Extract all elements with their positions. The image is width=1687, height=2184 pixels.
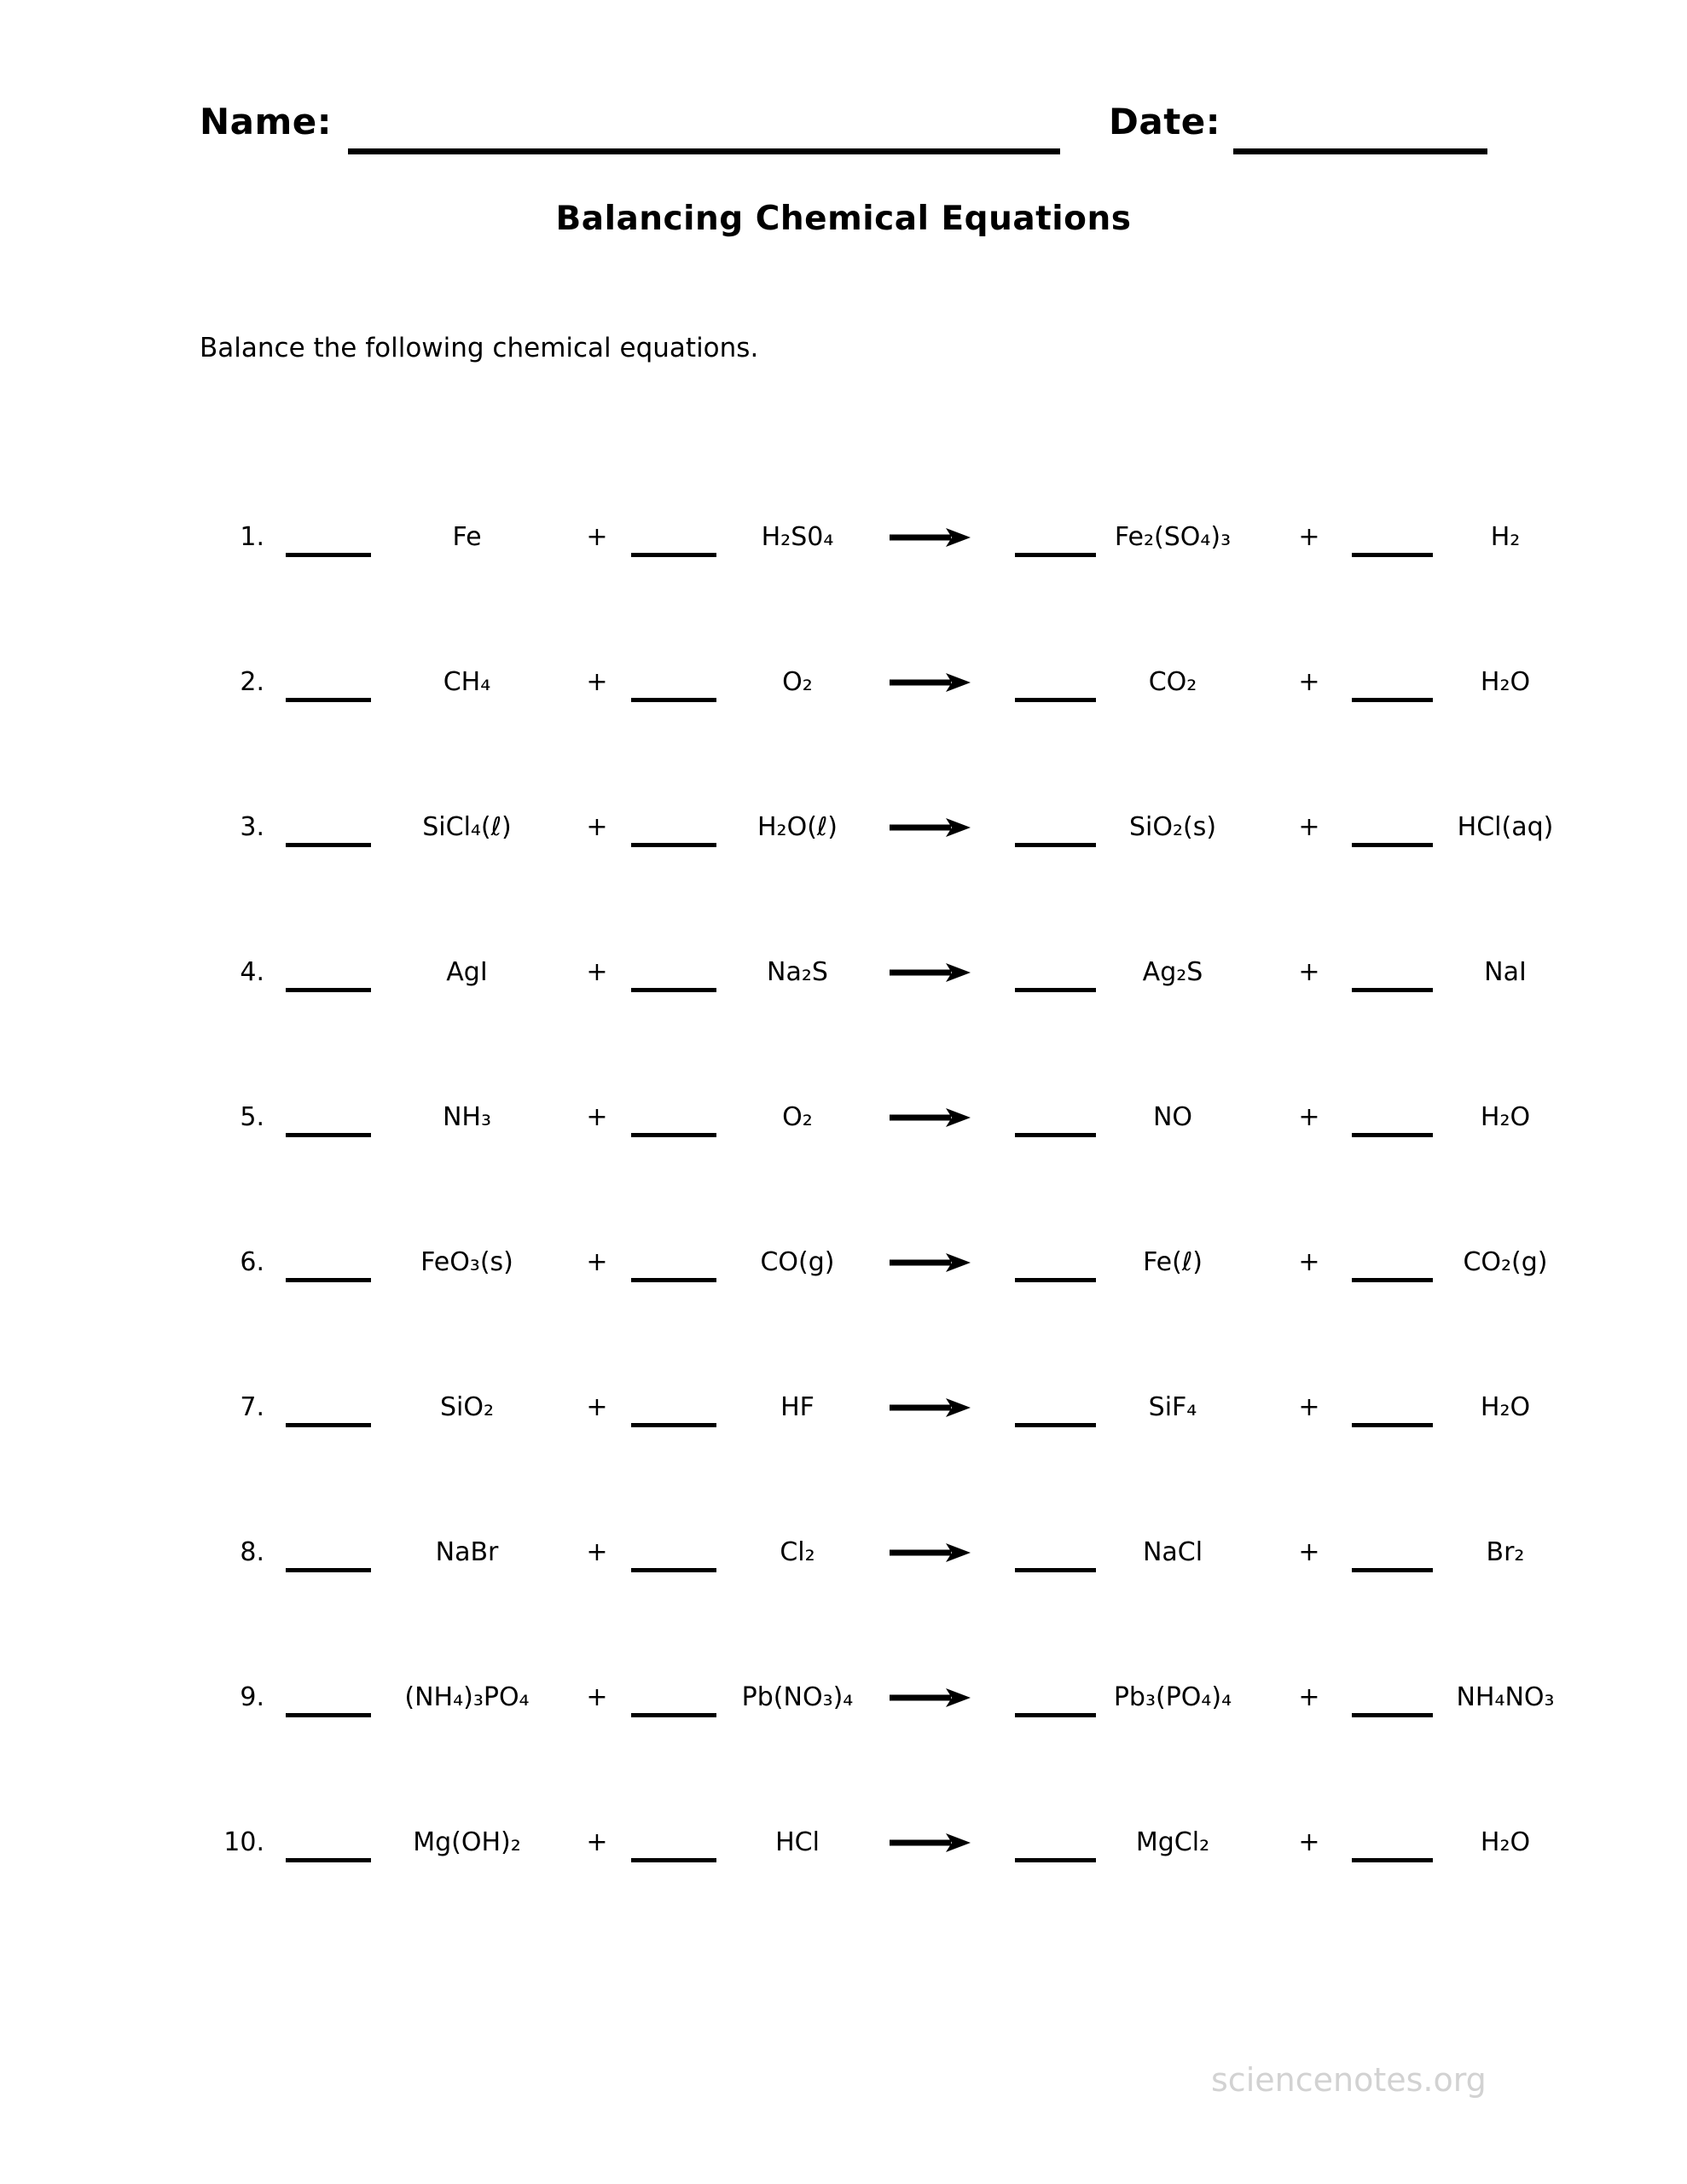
- blank-line: [1352, 1278, 1433, 1282]
- blank-line: [1015, 1278, 1096, 1282]
- coefficient-blank-2[interactable]: [631, 988, 716, 992]
- equation-row: [171, 464, 1586, 609]
- product-2: H₂O: [1480, 1827, 1531, 1857]
- blank-line: [631, 843, 716, 847]
- blank-line: [286, 1713, 371, 1717]
- plus-sign: +: [1298, 666, 1320, 697]
- coefficient-blank-1[interactable]: [286, 1858, 371, 1862]
- coefficient-blank-4[interactable]: [1352, 988, 1433, 992]
- blank-line: [1015, 1423, 1096, 1427]
- coefficient-blank-1[interactable]: [286, 1133, 371, 1137]
- plus-sign: +: [586, 1682, 608, 1712]
- reactant-1: SiO₂: [439, 1391, 495, 1422]
- product-2: H₂O: [1480, 1101, 1531, 1132]
- reactant-2: O₂: [782, 666, 813, 697]
- plus-sign: +: [1298, 811, 1320, 842]
- blank-line: [1352, 843, 1433, 847]
- equation-row: [171, 1769, 1586, 1914]
- equation-number: 4.: [240, 956, 264, 987]
- coefficient-blank-2[interactable]: [631, 1713, 716, 1717]
- instruction-text: Balance the following chemical equations.: [200, 333, 759, 363]
- coefficient-blank-3[interactable]: [1015, 698, 1096, 702]
- coefficient-blank-1[interactable]: [286, 988, 371, 992]
- product-1: SiF₄: [1148, 1391, 1197, 1422]
- blank-line: [1015, 1858, 1096, 1862]
- blank-line: [1352, 1858, 1433, 1862]
- equation-number: 7.: [240, 1391, 264, 1422]
- coefficient-blank-2[interactable]: [631, 1278, 716, 1282]
- product-1: NO: [1152, 1101, 1193, 1132]
- coefficient-blank-4[interactable]: [1352, 1858, 1433, 1862]
- reactant-1: NH₃: [442, 1101, 492, 1132]
- coefficient-blank-4[interactable]: [1352, 1568, 1433, 1572]
- blank-line: [1015, 1568, 1096, 1572]
- equation-number: 8.: [240, 1536, 264, 1567]
- product-2: CO₂(g): [1463, 1246, 1548, 1277]
- product-1: Fe(ℓ): [1143, 1246, 1203, 1277]
- yields-arrow-icon: [878, 957, 981, 987]
- coefficient-blank-4[interactable]: [1352, 698, 1433, 702]
- reactant-1: CH₄: [443, 666, 491, 697]
- coefficient-blank-2[interactable]: [631, 1858, 716, 1862]
- blank-line: [286, 1858, 371, 1862]
- product-1: CO₂: [1148, 666, 1197, 697]
- blank-line: [631, 1568, 716, 1572]
- plus-sign: +: [586, 811, 608, 842]
- coefficient-blank-4[interactable]: [1352, 1713, 1433, 1717]
- product-1: MgCl₂: [1135, 1827, 1210, 1857]
- equation-row: [171, 899, 1586, 1044]
- reactant-2: O₂: [782, 1101, 813, 1132]
- coefficient-blank-2[interactable]: [631, 553, 716, 557]
- blank-line: [631, 1133, 716, 1137]
- coefficient-blank-3[interactable]: [1015, 553, 1096, 557]
- blank-line: [286, 988, 371, 992]
- product-1: Pb₃(PO₄)₄: [1113, 1682, 1232, 1712]
- page-title: Balancing Chemical Equations: [555, 200, 1132, 238]
- reactant-2: HCl: [775, 1827, 820, 1857]
- plus-sign: +: [1298, 1682, 1320, 1712]
- blank-line: [1015, 1713, 1096, 1717]
- equation-row: [171, 1479, 1586, 1624]
- coefficient-blank-4[interactable]: [1352, 1423, 1433, 1427]
- reactant-2: Cl₂: [780, 1536, 815, 1567]
- reactant-2: Pb(NO₃)₄: [741, 1682, 854, 1712]
- coefficient-blank-3[interactable]: [1015, 1568, 1096, 1572]
- blank-line: [1352, 1423, 1433, 1427]
- blank-line: [286, 1423, 371, 1427]
- yields-arrow-icon: [878, 1537, 981, 1567]
- yields-arrow-icon: [878, 1827, 981, 1857]
- equation-number: 5.: [240, 1101, 264, 1132]
- equation-row: [171, 1044, 1586, 1189]
- coefficient-blank-2[interactable]: [631, 1133, 716, 1137]
- blank-line: [1352, 1568, 1433, 1572]
- reactant-1: NaBr: [435, 1536, 499, 1567]
- blank-line: [1352, 1713, 1433, 1717]
- yields-arrow-icon: [878, 522, 981, 552]
- plus-sign: +: [1298, 1101, 1320, 1132]
- coefficient-blank-1[interactable]: [286, 698, 371, 702]
- coefficient-blank-4[interactable]: [1352, 553, 1433, 557]
- plus-sign: +: [1298, 1246, 1320, 1277]
- equations-list: [171, 464, 1586, 1914]
- equation-row: [171, 1624, 1586, 1769]
- product-1: NaCl: [1142, 1536, 1203, 1567]
- coefficient-blank-1[interactable]: [286, 843, 371, 847]
- coefficient-blank-1[interactable]: [286, 1423, 371, 1427]
- product-2: NaI: [1484, 956, 1527, 987]
- plus-sign: +: [586, 521, 608, 552]
- coefficient-blank-4[interactable]: [1352, 1278, 1433, 1282]
- reactant-2: H₂O(ℓ): [757, 811, 838, 842]
- blank-line: [286, 1133, 371, 1137]
- coefficient-blank-3[interactable]: [1015, 1713, 1096, 1717]
- equation-number: 2.: [240, 666, 264, 697]
- coefficient-blank-4[interactable]: [1352, 1133, 1433, 1137]
- coefficient-blank-3[interactable]: [1015, 988, 1096, 992]
- blank-line: [631, 553, 716, 557]
- coefficient-blank-3[interactable]: [1015, 843, 1096, 847]
- coefficient-blank-1[interactable]: [286, 1713, 371, 1717]
- coefficient-blank-2[interactable]: [631, 843, 716, 847]
- yields-arrow-icon: [878, 1682, 981, 1712]
- plus-sign: +: [586, 1827, 608, 1857]
- plus-sign: +: [586, 1101, 608, 1132]
- reactant-1: (NH₄)₃PO₄: [404, 1682, 530, 1712]
- yields-arrow-icon: [878, 812, 981, 842]
- reactant-1: FeO₃(s): [420, 1246, 513, 1277]
- coefficient-blank-3[interactable]: [1015, 1278, 1096, 1282]
- equation-number: 3.: [240, 811, 264, 842]
- coefficient-blank-2[interactable]: [631, 1568, 716, 1572]
- blank-line: [1352, 1133, 1433, 1137]
- equation-number: 6.: [240, 1246, 264, 1277]
- name-field-line[interactable]: [348, 148, 1060, 154]
- coefficient-blank-1[interactable]: [286, 1278, 371, 1282]
- product-1: Fe₂(SO₄)₃: [1114, 521, 1232, 552]
- plus-sign: +: [586, 1246, 608, 1277]
- product-2: NH₄NO₃: [1456, 1682, 1555, 1712]
- coefficient-blank-1[interactable]: [286, 1568, 371, 1572]
- blank-line: [631, 988, 716, 992]
- blank-line: [1352, 553, 1433, 557]
- blank-line: [1015, 988, 1096, 992]
- coefficient-blank-4[interactable]: [1352, 843, 1433, 847]
- plus-sign: +: [1298, 1536, 1320, 1567]
- plus-sign: +: [586, 666, 608, 697]
- blank-line: [1015, 843, 1096, 847]
- reactant-2: HF: [780, 1391, 815, 1422]
- coefficient-blank-1[interactable]: [286, 553, 371, 557]
- yields-arrow-icon: [878, 667, 981, 697]
- blank-line: [631, 1278, 716, 1282]
- blank-line: [631, 1713, 716, 1717]
- coefficient-blank-3[interactable]: [1015, 1423, 1096, 1427]
- equation-row: [171, 1334, 1586, 1479]
- reactant-2: CO(g): [760, 1246, 835, 1277]
- blank-line: [1015, 553, 1096, 557]
- plus-sign: +: [586, 1536, 608, 1567]
- plus-sign: +: [1298, 956, 1320, 987]
- coefficient-blank-2[interactable]: [631, 1423, 716, 1427]
- product-2: HCl(aq): [1457, 811, 1554, 842]
- blank-line: [286, 1278, 371, 1282]
- blank-line: [631, 1858, 716, 1862]
- product-2: Br₂: [1486, 1536, 1525, 1567]
- coefficient-blank-2[interactable]: [631, 698, 716, 702]
- coefficient-blank-3[interactable]: [1015, 1858, 1096, 1862]
- blank-line: [286, 698, 371, 702]
- equation-number: 9.: [240, 1682, 264, 1712]
- product-2: H₂O: [1480, 1391, 1531, 1422]
- plus-sign: +: [1298, 1827, 1320, 1857]
- product-2: H₂: [1490, 521, 1521, 552]
- name-label: Name:: [200, 101, 333, 142]
- reactant-1: SiCl₄(ℓ): [422, 811, 512, 842]
- plus-sign: +: [586, 956, 608, 987]
- reactant-2: H₂S0₄: [761, 521, 834, 552]
- date-field-line[interactable]: [1233, 148, 1487, 154]
- plus-sign: +: [1298, 1391, 1320, 1422]
- blank-line: [286, 843, 371, 847]
- equation-number: 1.: [240, 521, 264, 552]
- blank-line: [1015, 1133, 1096, 1137]
- blank-line: [286, 553, 371, 557]
- date-label: Date:: [1109, 101, 1221, 142]
- blank-line: [631, 698, 716, 702]
- yields-arrow-icon: [878, 1102, 981, 1132]
- site-credit: sciencenotes.org: [1211, 2061, 1487, 2099]
- reactant-1: AgI: [446, 956, 488, 987]
- product-1: Ag₂S: [1142, 956, 1203, 987]
- reactant-1: Fe: [452, 521, 482, 552]
- product-2: H₂O: [1480, 666, 1531, 697]
- equation-row: [171, 1189, 1586, 1334]
- equation-number: 10.: [223, 1827, 264, 1857]
- reactant-1: Mg(OH)₂: [413, 1827, 521, 1857]
- equation-row: [171, 609, 1586, 754]
- yields-arrow-icon: [878, 1392, 981, 1422]
- blank-line: [1352, 698, 1433, 702]
- blank-line: [631, 1423, 716, 1427]
- blank-line: [1352, 988, 1433, 992]
- plus-sign: +: [1298, 521, 1320, 552]
- equation-row: [171, 754, 1586, 899]
- coefficient-blank-3[interactable]: [1015, 1133, 1096, 1137]
- yields-arrow-icon: [878, 1247, 981, 1277]
- plus-sign: +: [586, 1391, 608, 1422]
- blank-line: [286, 1568, 371, 1572]
- product-1: SiO₂(s): [1128, 811, 1217, 842]
- reactant-2: Na₂S: [767, 956, 828, 987]
- blank-line: [1015, 698, 1096, 702]
